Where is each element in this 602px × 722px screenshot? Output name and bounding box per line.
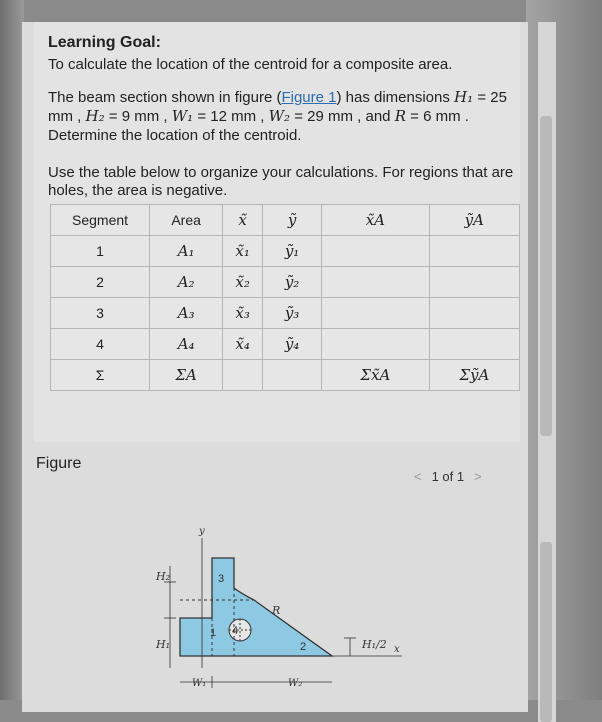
table-cell-x: x̃₃	[223, 298, 263, 329]
table-cell-y: ỹ₃	[263, 298, 322, 329]
table-row	[51, 267, 520, 298]
w2-dimension-label: W₂	[288, 678, 303, 689]
y-axis-label: y	[199, 526, 205, 537]
table-cell-sum-xa: Σx̃A	[322, 360, 430, 391]
table-cell-xa	[322, 298, 430, 329]
content-panel	[22, 22, 528, 712]
w1-symbol: W₁	[171, 107, 194, 125]
h1-half-label: H₁/2	[362, 638, 387, 651]
header-x-tilde-a: x̃A	[322, 205, 430, 236]
segment-4-label: 4	[232, 625, 239, 637]
table-cell-ya	[429, 298, 519, 329]
table-cell-area: A₂	[150, 267, 223, 298]
table-cell-segment: 2	[51, 267, 150, 298]
figure-heading: Figure	[36, 455, 82, 472]
table-row	[51, 236, 520, 267]
table-cell-segment: 3	[51, 298, 150, 329]
table-cell-y: ỹ₂	[263, 267, 322, 298]
table-cell-x: x̃₄	[223, 329, 263, 360]
table-cell-xa	[322, 236, 430, 267]
header-y-tilde-a: ỹA	[429, 205, 519, 236]
table-header-row	[51, 205, 520, 236]
header-segment: Segment	[51, 205, 150, 236]
table-cell-xa	[322, 329, 430, 360]
figure-pager	[414, 469, 482, 484]
table-cell-x: x̃₁	[223, 236, 263, 267]
r-symbol: R	[394, 107, 406, 125]
learning-goal-box	[34, 22, 520, 442]
scrollbar-thumb-lower[interactable]	[540, 542, 552, 722]
header-area: Area	[150, 205, 223, 236]
header-x-tilde: x̃	[223, 205, 263, 236]
table-cell-sum-ya: ΣỹA	[429, 360, 519, 391]
learning-goal-text: To calculate the location of the centroid for a composite area.	[48, 56, 453, 73]
segment-3-label: 3	[218, 573, 225, 585]
calculation-table	[50, 204, 520, 391]
h2-dimension-label: H₂	[156, 570, 171, 583]
segment-2-label: 2	[300, 641, 307, 653]
table-cell-empty	[223, 360, 263, 391]
table-cell-area: A₁	[150, 236, 223, 267]
photo-background-left	[0, 0, 24, 700]
r-value: = 6 mm . Determine the location of the centroid.	[48, 108, 469, 144]
table-row	[51, 298, 520, 329]
h1-symbol: H₁	[454, 88, 474, 106]
w1-dimension-label: W₁	[192, 678, 207, 689]
figure-page-count: 1 of 1	[431, 469, 465, 484]
instructions-text: Use the table below to organize your calculations. For regions that are holes, the area is negative.	[48, 164, 514, 199]
table-cell-sum-area: ΣA	[150, 360, 223, 391]
previous-figure-button[interactable]: <	[414, 469, 422, 484]
w2-symbol: W₂	[268, 107, 291, 125]
h2-value: = 9 mm ,	[104, 108, 172, 125]
table-cell-y: ỹ₁	[263, 236, 322, 267]
w2-value: = 29 mm , and	[290, 108, 395, 125]
next-figure-button[interactable]: >	[474, 469, 482, 484]
segment-1-label: 1	[210, 627, 217, 639]
problem-text-2: ) has dimensions	[336, 89, 455, 106]
beam-section-shape	[180, 558, 332, 656]
table-cell-empty	[263, 360, 322, 391]
learning-goal-title: Learning Goal:	[48, 34, 161, 51]
table-cell-y: ỹ₄	[263, 329, 322, 360]
table-cell-ya	[429, 236, 519, 267]
radius-label: R	[272, 604, 281, 617]
table-cell-segment: 4	[51, 329, 150, 360]
h1-dimension-label: H₁	[156, 638, 171, 651]
table-cell-ya	[429, 329, 519, 360]
table-cell-sigma: Σ	[51, 360, 150, 391]
table-cell-xa	[322, 267, 430, 298]
table-row-sum	[51, 360, 520, 391]
table-row	[51, 329, 520, 360]
h1-value: = 25 mm ,	[48, 89, 507, 125]
problem-statement	[48, 88, 518, 145]
h2-symbol: H₂	[85, 107, 105, 125]
table-cell-ya	[429, 267, 519, 298]
beam-section-figure	[122, 508, 412, 698]
w1-value: = 12 mm ,	[193, 108, 269, 125]
scrollbar-thumb-upper[interactable]	[540, 116, 552, 436]
header-y-tilde: ỹ	[263, 205, 322, 236]
table-cell-x: x̃₂	[223, 267, 263, 298]
figure-link[interactable]: Figure 1	[281, 89, 337, 106]
x-axis-label: x	[394, 644, 400, 655]
table-cell-area: A₃	[150, 298, 223, 329]
table-cell-segment: 1	[51, 236, 150, 267]
table-cell-area: A₄	[150, 329, 223, 360]
problem-text-1: The beam section shown in figure (	[48, 89, 282, 106]
